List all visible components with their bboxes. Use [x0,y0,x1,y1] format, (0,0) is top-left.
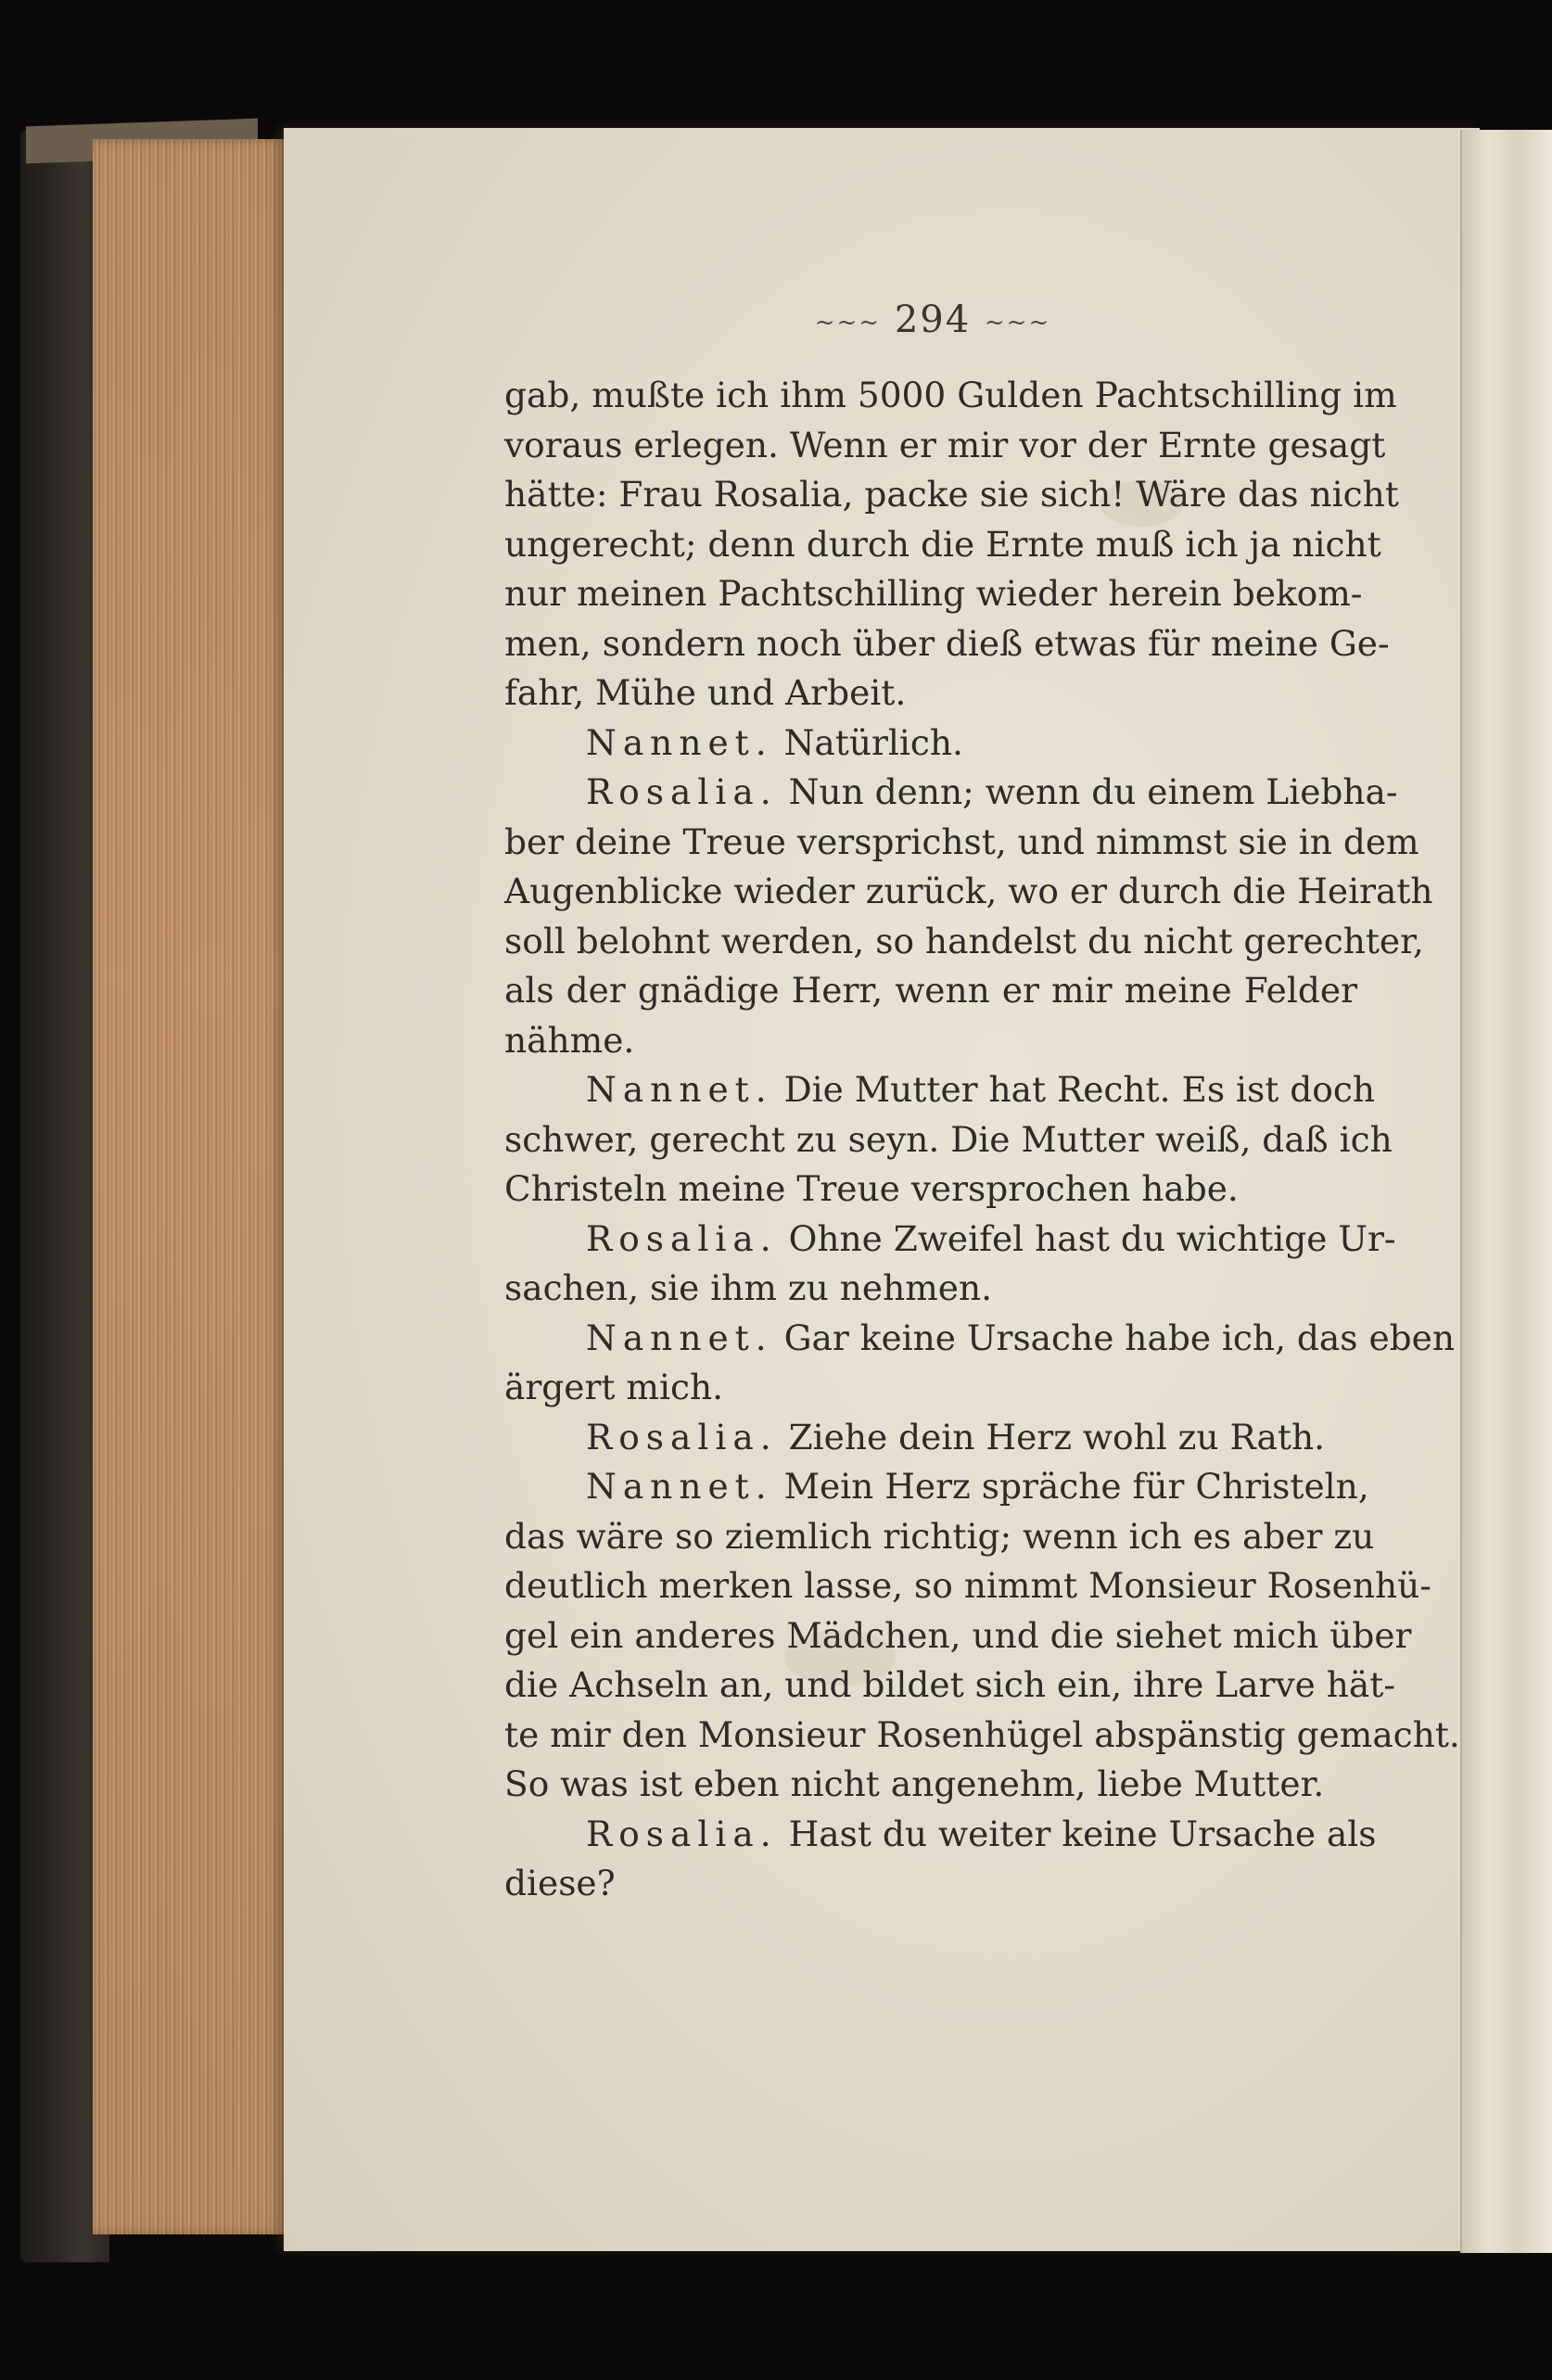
text-line: te mir den Monsieur Rosenhügel abspänstig gemacht. [504,1713,1460,1755]
text-line [504,1462,1369,1512]
speech-text: Gar keine Ursache habe ich, das eben [783,1317,1455,1358]
text-line [504,1810,1377,1860]
speaker-name: Rosalia. [586,1217,778,1259]
ornament-left: ~~~ [814,309,882,337]
speaker-name: Nannet. [586,721,773,763]
speech-text: Mein Herz spräche für Christeln, [783,1466,1369,1507]
speaker-name: Nannet. [586,1466,773,1507]
text-line: Augenblicke wieder zurück, wo er durch die Heirath [504,871,1433,911]
speaker-name: Rosalia. [586,1813,778,1854]
text-line: sachen, sie ihm zu nehmen. [504,1267,993,1308]
text-line [504,719,1357,769]
text-line: ber deine Treue versprichst, und nimmst sie in dem [504,821,1419,862]
text-line: nähme. [504,1019,635,1061]
page-block-edges [93,139,289,2234]
text-line: So was ist eben nicht angenehm, liebe Mutter. [504,1763,1325,1804]
text-line: die Achseln an, und bildet sich ein, ihre Larve hät- [504,1664,1396,1705]
text-line [504,1413,1357,1463]
text-line [504,768,1398,818]
text-line: fahr, Mühe und Arbeit. [504,672,907,713]
text-line: nur meinen Pachtschilling wieder herein bekom- [504,573,1363,614]
speech-text: Die Mutter hat Recht. Es ist doch [783,1069,1375,1110]
text-line: deutlich merken lasse, so nimmt Monsieur Rosenhü- [504,1565,1431,1606]
text-line: soll belohnt werden, so handelst du nicht gerechter, [504,920,1424,961]
ornament-right: ~~~ [984,309,1051,337]
speech-text: Hast du weiter keine Ursache als [788,1813,1377,1854]
text-line: das wäre so ziemlich richtig; wenn ich es aber zu [504,1515,1375,1557]
facing-page-edge [1460,130,1552,2253]
speaker-name: Nannet. [586,1317,773,1358]
speech-text: Ziehe dein Herz wohl zu Rath. [788,1416,1326,1457]
speech-text: Natürlich. [783,721,963,763]
speech-text: Ohne Zweifel hast du wichtige Ur- [788,1217,1396,1259]
text-line: Christeln meine Treue versprochen habe. [504,1168,1239,1209]
text-line [504,1065,1375,1115]
running-head [803,299,1062,354]
text-line: ungerecht; denn durch die Ernte muß ich ja nicht [504,523,1381,565]
text-line: schwer, gerecht zu seyn. Die Mutter weiß, daß ich [504,1118,1393,1160]
text-line: ärgert mich. [504,1367,724,1407]
text-line: voraus erlegen. Wenn er mir vor der Ernte gesagt [504,424,1386,465]
text-line: diese? [504,1863,616,1903]
speech-text: Nun denn; wenn du einem Liebha- [788,771,1398,812]
speaker-name: Rosalia. [586,771,778,812]
text-line: gab, mußte ich ihm 5000 Gulden Pachtschilling im [504,375,1397,415]
speaker-name: Nannet. [586,1069,773,1110]
speaker-name: Rosalia. [586,1416,778,1457]
page-number: 294 [894,299,972,341]
text-line: hätte: Frau Rosalia, packe sie sich! Wäre das nicht [504,474,1399,515]
text-line: als der gnädige Herr, wenn er mir meine Felder [504,970,1357,1011]
text-line [504,1215,1396,1265]
text-line [504,1314,1455,1364]
text-line: men, sondern noch über dieß etwas für meine Ge- [504,622,1390,664]
text-line: gel ein anderes Mädchen, und die siehet mich über [504,1614,1412,1656]
body-text [504,371,1460,1909]
